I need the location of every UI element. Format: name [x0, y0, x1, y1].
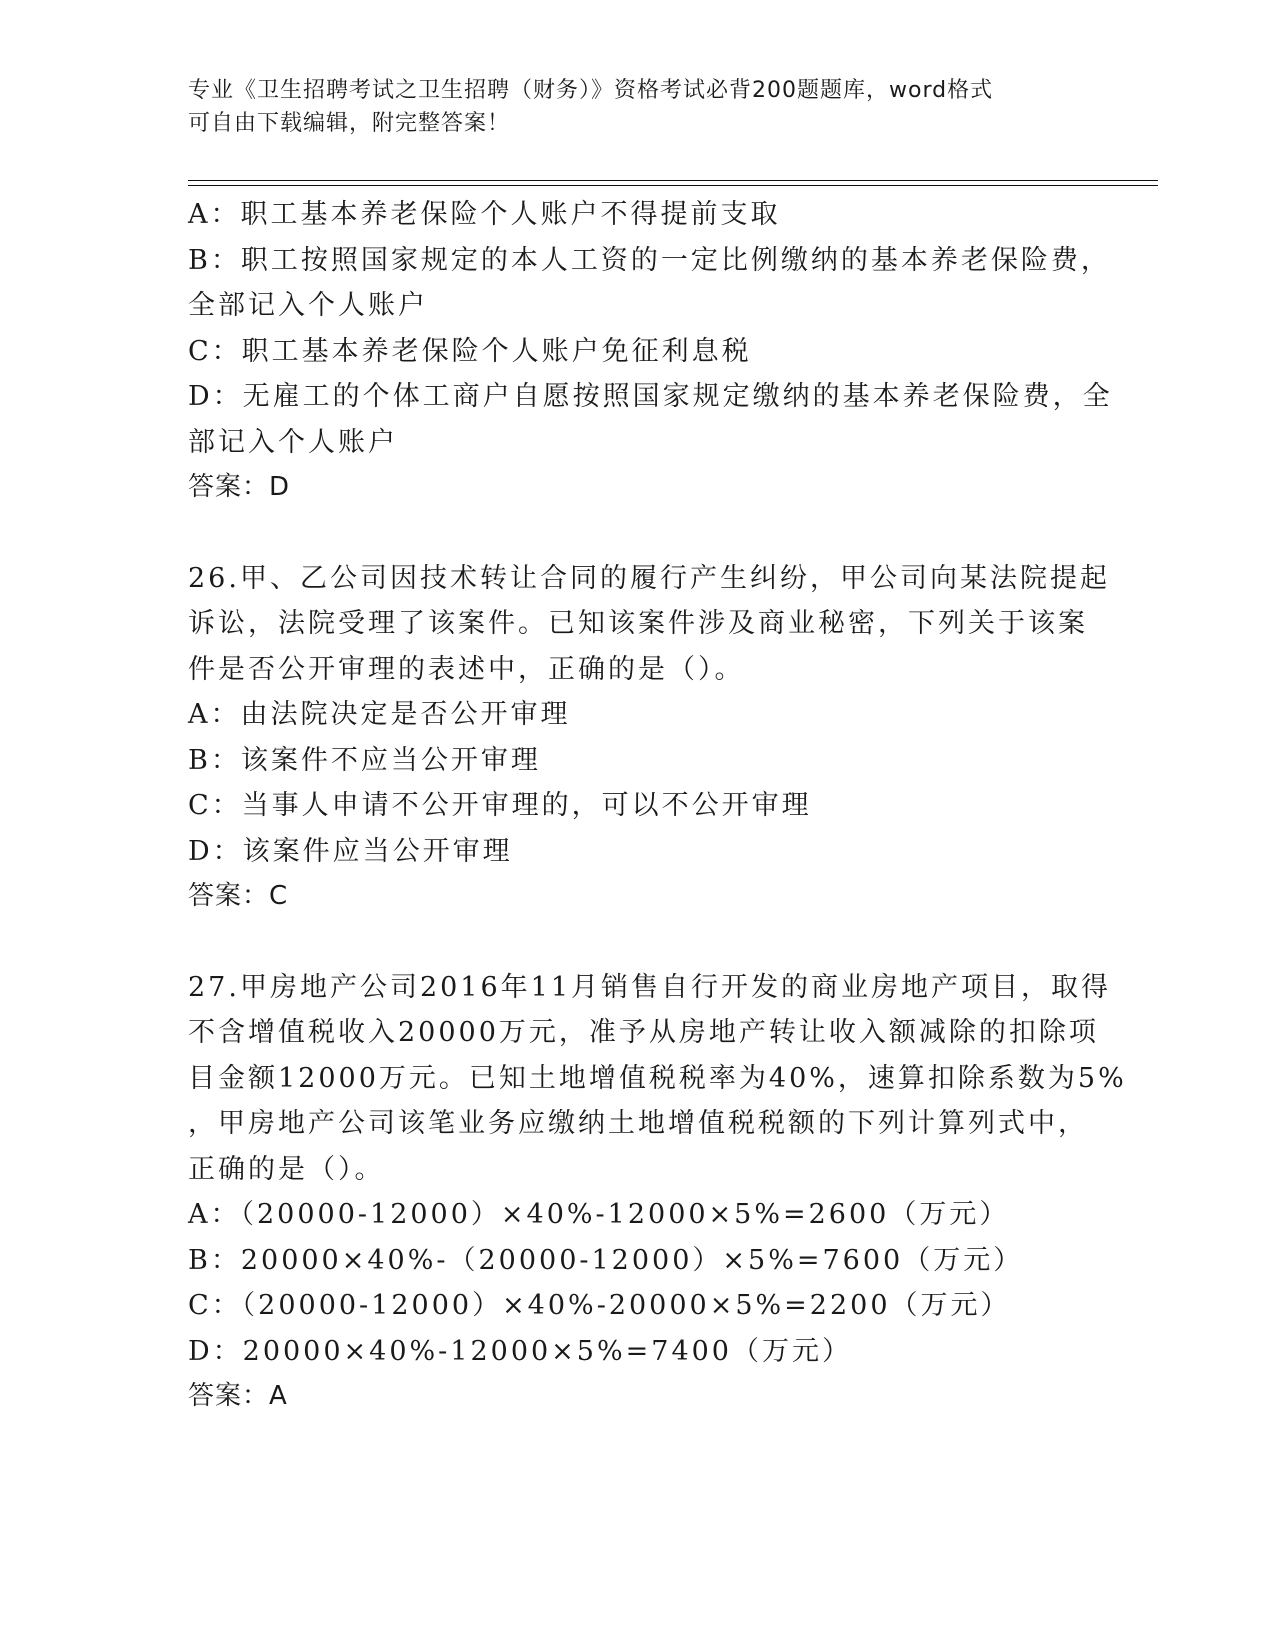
- header-rule-top: [188, 180, 1158, 181]
- option-c: C：（20000-12000）×40%-20000×5%=2200（万元）: [188, 1290, 1011, 1321]
- question-spacer: [188, 920, 1093, 965]
- question-stem-line: 目金额12000万元。已知土地增值税税率为40%，速算扣除系数为5%: [188, 1062, 1127, 1094]
- option-b: B：20000×40%-（20000-12000）×5%=7600（万元）: [188, 1244, 1024, 1276]
- answer: 答案：C: [188, 881, 289, 911]
- header-line-1: 专业《卫生招聘考试之卫生招聘（财务）》资格考试必背200题题库，word格式: [188, 78, 994, 103]
- option-d: D：无雇工的个体工商户自愿按照国家规定缴纳的基本养老保险费，全: [188, 381, 1113, 412]
- document-header: [188, 74, 1088, 140]
- option-a: A：（20000-12000）×40%-12000×5%=2600（万元）: [188, 1199, 1010, 1230]
- question-25: [188, 192, 1113, 511]
- answer: 答案：A: [188, 1381, 288, 1411]
- option-d-continued: 部记入个人账户: [188, 426, 398, 458]
- option-d: D：20000×40%-12000×5%=7400（万元）: [188, 1335, 852, 1367]
- header-line-2: 可自由下载编辑，附完整答案！: [188, 111, 511, 136]
- header-rule-bottom: [188, 185, 1158, 186]
- question-stem-line: ，甲房地产公司该笔业务应缴纳土地增值税税额的下列计算列式中，: [188, 1108, 1088, 1139]
- answer: 答案：D: [188, 472, 291, 502]
- question-spacer: [188, 511, 1093, 556]
- option-b-continued: 全部记入个人账户: [188, 290, 428, 321]
- document-body: [188, 192, 1127, 1420]
- question-stem-line: 诉讼，法院受理了该案件。已知该案件涉及商业秘密，下列关于该案: [188, 608, 1088, 639]
- option-b: B：职工按照国家规定的本人工资的一定比例缴纳的基本养老保险费，: [188, 244, 1111, 276]
- option-c: C：职工基本养老保险个人账户免征利息税: [188, 335, 752, 367]
- question-stem-line: 不含增值税收入20000万元，准予从房地产转让收入额减除的扣除项: [188, 1017, 1099, 1048]
- option-b: B：该案件不应当公开审理: [188, 744, 541, 776]
- option-c: C：当事人申请不公开审理的，可以不公开审理: [188, 790, 812, 821]
- option-a: A：职工基本养老保险个人账户不得提前支取: [188, 199, 781, 230]
- question-26: [188, 556, 1110, 920]
- question-stem-line: 件是否公开审理的表述中，正确的是（）。: [188, 653, 745, 685]
- question-stem-line: 正确的是（）。: [188, 1153, 385, 1185]
- option-d: D：该案件应当公开审理: [188, 835, 513, 867]
- question-stem-line: 26.甲、乙公司因技术转让合同的履行产生纠纷，甲公司向某法院提起: [188, 562, 1110, 594]
- option-a: A：由法院决定是否公开审理: [188, 699, 571, 730]
- question-27: [188, 965, 1127, 1420]
- question-stem-line: 27.甲房地产公司2016年11月销售自行开发的商业房地产项目，取得: [188, 971, 1112, 1003]
